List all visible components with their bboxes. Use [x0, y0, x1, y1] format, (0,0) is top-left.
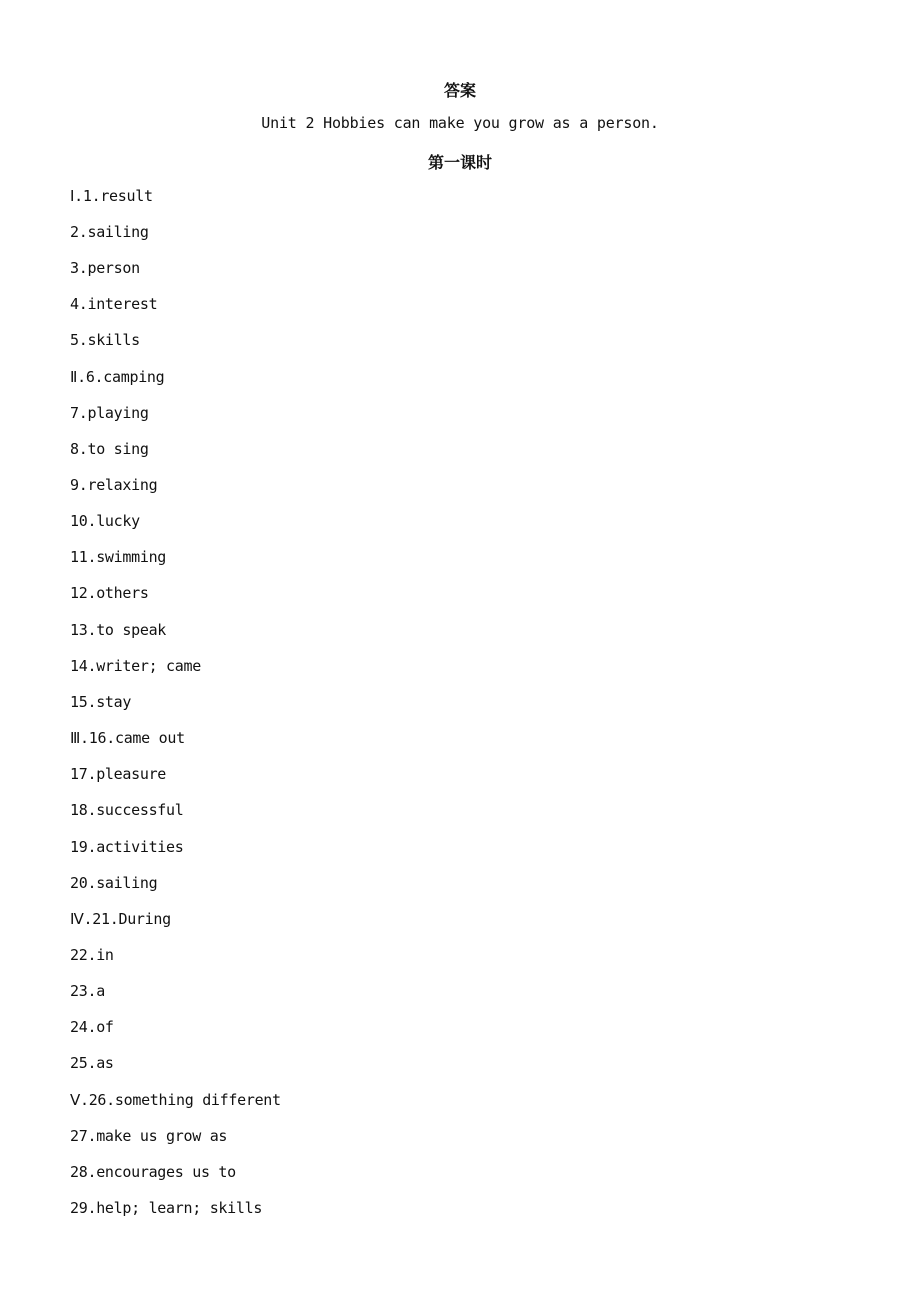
answer-item: 4.interest [70, 295, 158, 313]
answer-item: 27.make us grow as [70, 1127, 228, 1145]
answer-item: 18.successful [70, 801, 184, 819]
answer-item: 12.others [70, 584, 149, 602]
answer-item: 3.person [70, 259, 140, 277]
answer-item: Ⅲ.16.came out [70, 729, 185, 747]
unit-title: Unit 2 Hobbies can make you grow as a person. [261, 114, 659, 132]
answer-item: 28.encourages us to [70, 1163, 236, 1181]
answer-item: 11.swimming [70, 548, 167, 566]
answer-item: 10.lucky [70, 512, 140, 530]
answer-item: 23.a [70, 982, 105, 1000]
section-title: 第一课时 [427, 153, 492, 172]
answer-item: 22.in [70, 946, 114, 964]
page-title: 答案 [443, 81, 476, 100]
answer-item: 19.activities [70, 838, 184, 856]
answer-item: Ⅴ.26.something different [70, 1091, 281, 1109]
answer-item: 25.as [70, 1054, 114, 1072]
answer-item: 5.skills [70, 331, 140, 349]
answer-item: 29.help; learn; skills [70, 1199, 263, 1217]
answer-item: 13.to speak [70, 621, 167, 639]
answer-item: 9.relaxing [70, 476, 158, 494]
answer-item: Ⅱ.6.camping [70, 368, 165, 386]
answer-item: 15.stay [70, 693, 132, 711]
answer-item: 2.sailing [70, 223, 149, 241]
answer-item: 20.sailing [70, 874, 158, 892]
answer-item: 24.of [70, 1018, 114, 1036]
answer-item: 14.writer; came [70, 657, 201, 675]
answer-item: 8.to sing [70, 440, 149, 458]
answer-item: 7.playing [70, 404, 149, 422]
answer-item: Ⅰ.1.result [70, 187, 153, 205]
answer-item: Ⅳ.21.During [70, 910, 171, 928]
answer-item: 17.pleasure [70, 765, 167, 783]
